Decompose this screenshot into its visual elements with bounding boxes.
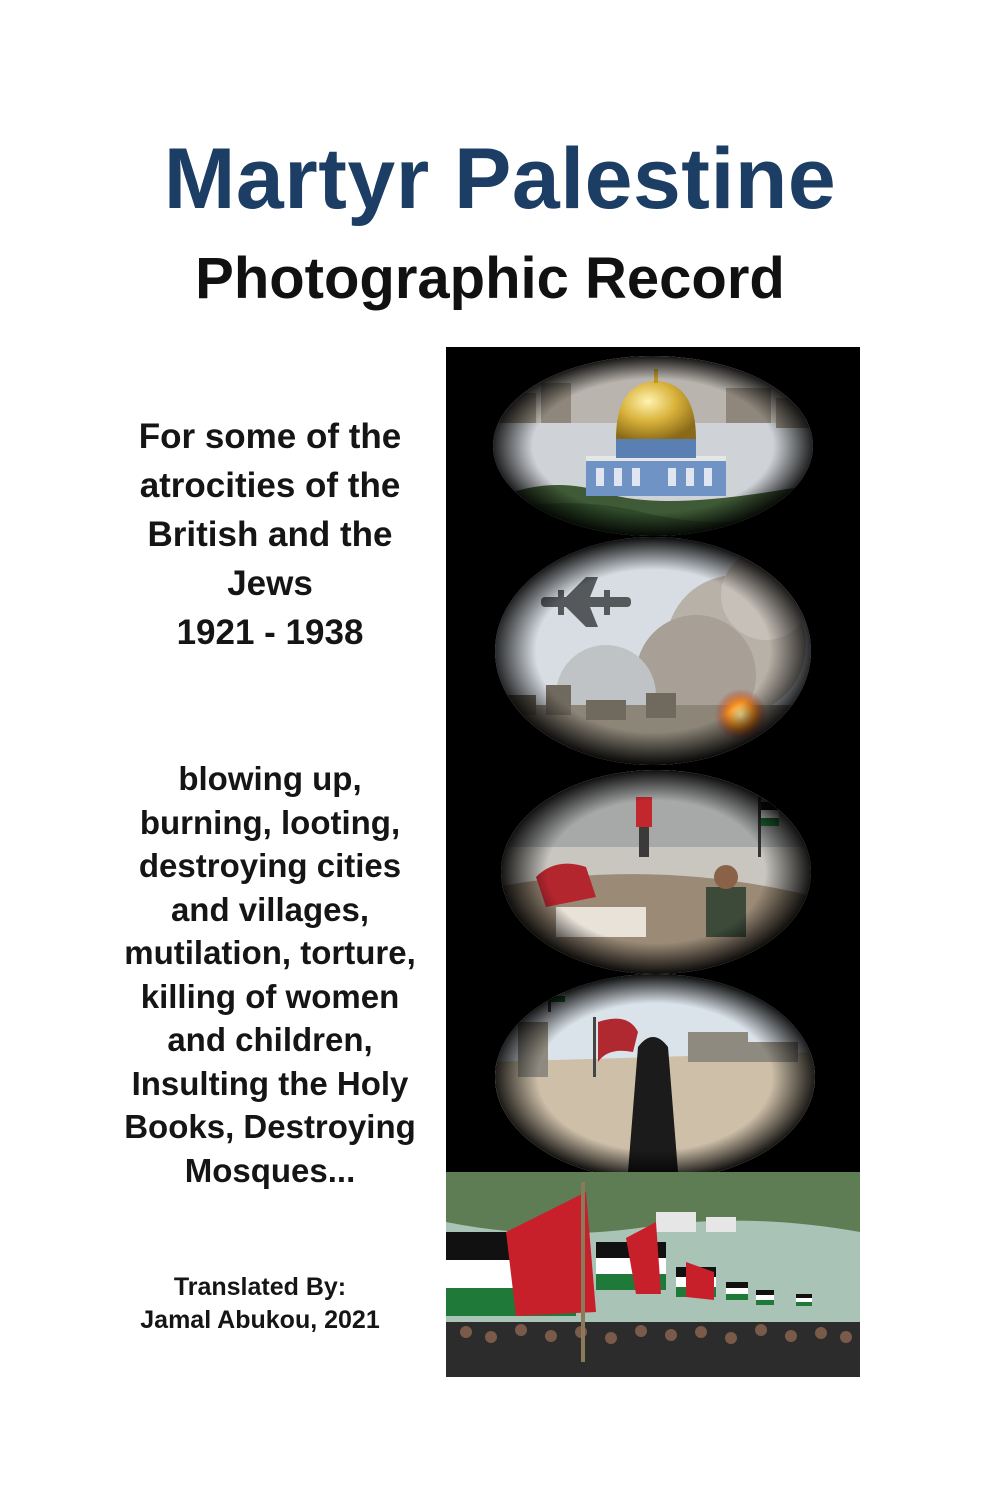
- airstrike-explosion-photo: [486, 535, 820, 767]
- book-title: Martyr Palestine: [163, 131, 837, 227]
- atrocity-line: mutilation, torture,: [124, 934, 416, 971]
- atrocity-line: Insulting the Holy: [131, 1064, 409, 1102]
- intro-line: Jews: [227, 564, 313, 603]
- injured-civilians-photo: [496, 767, 816, 977]
- atrocity-line: and villages,: [170, 890, 370, 928]
- atrocity-line: killing of women: [140, 977, 400, 1015]
- atrocity-line: Mosques...: [184, 1151, 356, 1189]
- atrocity-line: Books, Destroying: [124, 1108, 416, 1145]
- atrocity-line: destroying cities: [138, 847, 402, 884]
- atrocity-line: and children,: [167, 1021, 373, 1058]
- intro-line: British and the: [147, 515, 393, 554]
- intro-text: [80, 412, 460, 657]
- photo-collage-panel: [446, 347, 860, 1377]
- atrocity-line: burning, looting,: [139, 803, 401, 841]
- atrocity-list: [70, 757, 470, 1192]
- book-subtitle: Photographic Record: [195, 246, 785, 311]
- translator-credit: [90, 1271, 430, 1337]
- dome-of-the-rock-photo: [486, 353, 820, 539]
- palestinian-flags-crowd-photo: [446, 1172, 860, 1377]
- intro-line: For some of the: [138, 417, 402, 456]
- atrocity-line: blowing up,: [178, 760, 362, 797]
- intro-line: atrocities of the: [139, 466, 401, 505]
- woman-with-flag-photo: [488, 972, 822, 1182]
- credit-label: Translated By:: [173, 1273, 347, 1301]
- intro-line: 1921 - 1938: [176, 613, 364, 652]
- credit-name: Jamal Abukou, 2021: [140, 1306, 380, 1334]
